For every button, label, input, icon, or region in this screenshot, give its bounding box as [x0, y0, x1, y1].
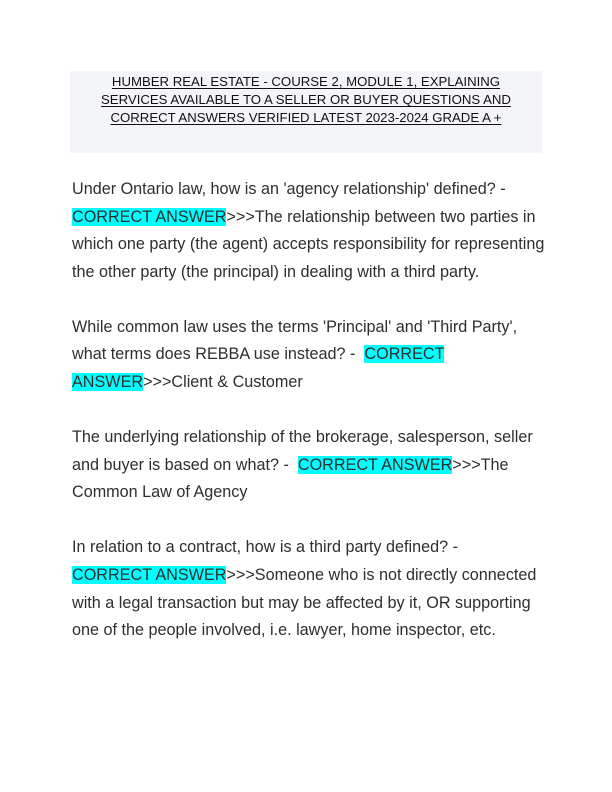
- answer-text: the other party (the principal) in dealing with a third party.: [72, 262, 480, 281]
- answer-text: one of the people involved, i.e. lawyer, home inspector, etc.: [72, 621, 496, 640]
- answer-text: >>>The: [452, 455, 509, 474]
- question-text: While common law uses the terms 'Principal' and 'Third Party',: [72, 317, 518, 336]
- correct-answer-highlight: CORRECT ANSWER: [72, 566, 227, 585]
- correct-answer-highlight: CORRECT ANSWER: [72, 207, 227, 226]
- qa-line: [72, 424, 552, 452]
- qa-item: [72, 424, 552, 507]
- qa-item: [72, 176, 552, 286]
- answer-text: with a legal transaction but may be affected by it, OR supporting: [72, 593, 531, 612]
- spacer: [72, 286, 552, 314]
- answer-text: >>>Client & Customer: [143, 373, 303, 392]
- qa-line: [72, 204, 552, 232]
- correct-answer-highlight: ANSWER: [72, 373, 144, 392]
- title-line: HUMBER REAL ESTATE - COURSE 2, MODULE 1, EXPLAINING: [111, 74, 501, 89]
- spacer: [72, 397, 552, 425]
- qa-line: [72, 562, 552, 590]
- correct-answer-highlight: CORRECT: [364, 345, 445, 364]
- qa-line: [72, 534, 552, 562]
- answer-text: which one party (the agent) accepts responsibility for representing: [72, 235, 545, 254]
- qa-list: [72, 176, 552, 645]
- title-line: CORRECT ANSWERS VERIFIED LATEST 2023-2024 GRADE A +: [110, 110, 502, 125]
- qa-line: [72, 452, 552, 480]
- qa-line: [72, 176, 552, 204]
- qa-line: [72, 341, 552, 369]
- question-text: and buyer is based on what? -: [72, 455, 298, 474]
- answer-text: Common Law of Agency: [72, 483, 248, 502]
- question-text: what terms does REBBA use instead? -: [72, 345, 365, 364]
- qa-line: [72, 314, 552, 342]
- qa-line: [72, 259, 552, 287]
- qa-line: [72, 369, 552, 397]
- answer-text: >>>The relationship between two parties in: [226, 207, 536, 226]
- qa-line: [72, 590, 552, 618]
- qa-item: [72, 314, 552, 397]
- qa-line: [72, 479, 552, 507]
- spacer: [72, 507, 552, 535]
- question-text: In relation to a contract, how is a third party defined? -: [72, 538, 459, 557]
- question-text: Under Ontario law, how is an 'agency relationship' defined? -: [72, 180, 506, 198]
- answer-text: >>>Someone who is not directly connected: [226, 566, 537, 585]
- correct-answer-highlight: CORRECT ANSWER: [297, 455, 453, 474]
- qa-line: [72, 617, 552, 645]
- question-text: The underlying relationship of the brokerage, salesperson, seller: [72, 428, 533, 447]
- title-line: SERVICES AVAILABLE TO A SELLER OR BUYER QUESTIONS AND: [101, 92, 511, 107]
- qa-line: [72, 231, 552, 259]
- document-title-box: [70, 71, 542, 153]
- qa-item: [72, 534, 552, 644]
